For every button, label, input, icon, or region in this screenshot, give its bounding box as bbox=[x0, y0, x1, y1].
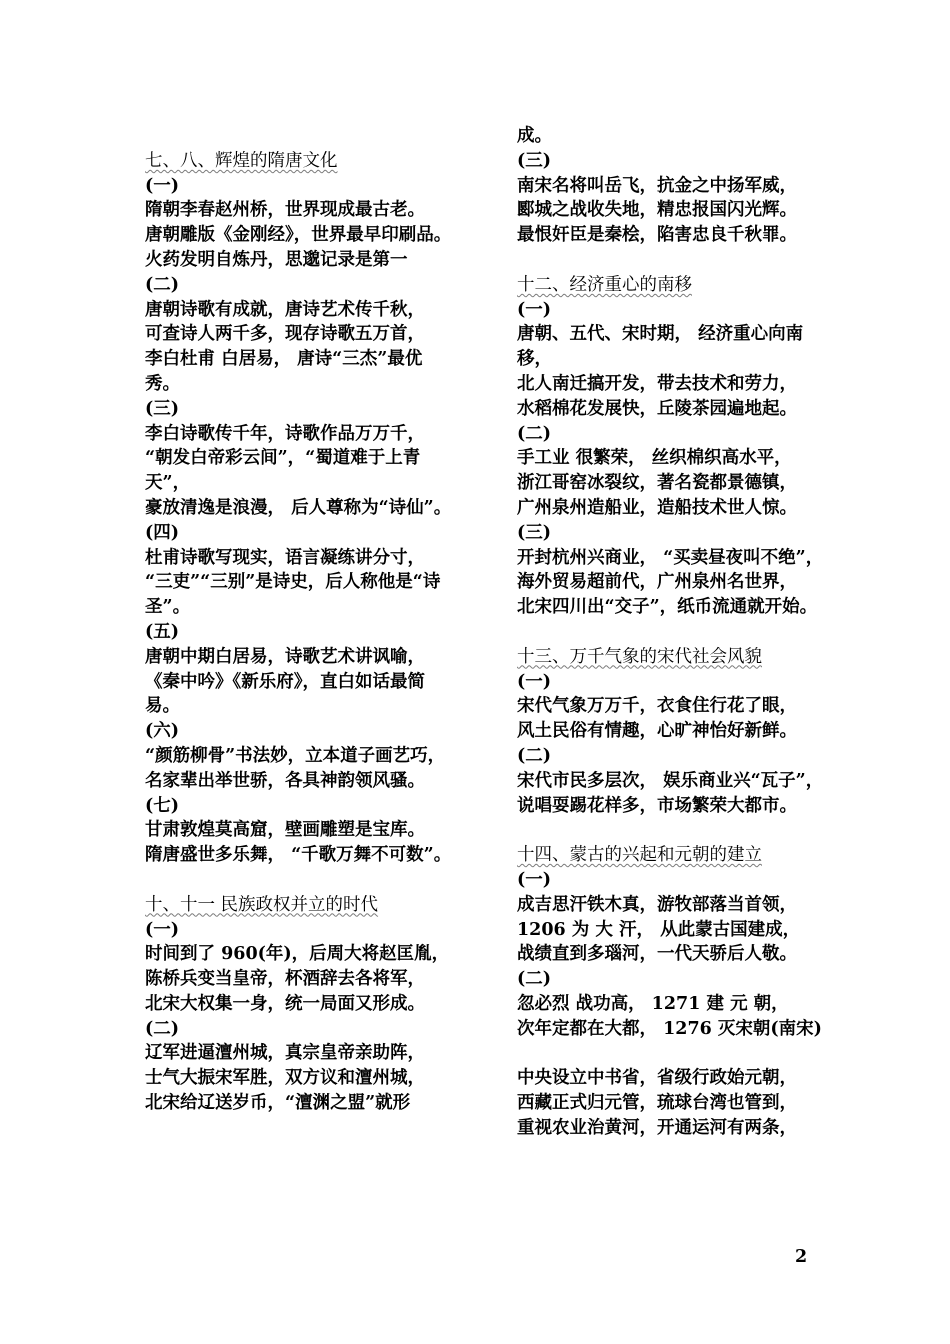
verse-line: 北宋四川出“交子”，纸币流通就开始。 bbox=[517, 597, 818, 618]
stanza-label: (六) bbox=[145, 721, 180, 742]
stanza-label: (七) bbox=[145, 795, 180, 816]
verse-line: 忽必烈 战功高， 1271 建 元 朝， bbox=[517, 993, 789, 1014]
verse-line: 北人南迁搞开发，带去技术和劳力， bbox=[517, 373, 797, 394]
verse-line: 中央设立中书省，省级行政始元朝， bbox=[517, 1068, 797, 1089]
verse-line: 唐朝雕版《金刚经》，世界最早印刷品。 bbox=[145, 225, 452, 246]
verse-line: “朝发白帝彩云间”，“蜀道难于上青天”， bbox=[145, 448, 421, 494]
verse-line: 最恨奸臣是秦桧，陷害忠良千秋罪。 bbox=[517, 225, 797, 246]
verse-line: 手工业 很繁荣， 丝织棉织高水平， bbox=[517, 448, 792, 469]
verse-line: 1206 为 大 汗， 从此蒙古国建成， bbox=[517, 919, 801, 940]
verse-line: 隋朝李春赵州桥，世界现成最古老。 bbox=[145, 200, 425, 221]
verse-line: 宋代市民多层次， 娱乐商业兴“瓦子”， bbox=[517, 770, 824, 791]
verse-line: 海外贸易超前代，广州泉州名世界， bbox=[517, 572, 797, 593]
verse-line: 唐朝、五代、宋时期， 经济重心向南移， bbox=[517, 324, 804, 370]
verse-line: 说唱耍踢花样多，市场繁荣大都市。 bbox=[517, 795, 797, 816]
verse-line: 浙江哥窑冰裂纹，著名瓷都景德镇， bbox=[517, 473, 797, 494]
section-heading: 十、十一 民族政权并立的时代 bbox=[145, 894, 379, 915]
stanza-label: (五) bbox=[145, 621, 180, 642]
left-column bbox=[145, 124, 457, 1116]
verse-line: 陈桥兵变当皇帝，杯酒辞去各将军， bbox=[145, 969, 425, 990]
verse-line: 《秦中吟》《新乐府》，直白如话最简易。 bbox=[145, 671, 425, 717]
verse-line: 次年定都在大都， 1276 灭宋朝(南宋) bbox=[517, 1018, 822, 1039]
verse-line: 战绩直到多瑙河，一代天骄后人敬。 bbox=[517, 944, 797, 965]
verse-line: 开封杭州兴商业， “买卖昼夜叫不绝”， bbox=[517, 547, 824, 568]
section-heading: 七、八、辉煌的隋唐文化 bbox=[145, 150, 338, 171]
stanza-label: (一) bbox=[145, 175, 180, 196]
verse-line: 北宋给辽送岁币，“澶渊之盟”就形 bbox=[145, 1093, 411, 1114]
stanza-label: (二) bbox=[145, 274, 180, 295]
verse-line: 甘肃敦煌莫高窟，壁画雕塑是宝库。 bbox=[145, 820, 425, 841]
section-heading: 十三、万千气象的宋代社会风貌 bbox=[517, 646, 762, 667]
page-number: 2 bbox=[795, 1247, 808, 1267]
verse-line: 西藏正式归元管，琉球台湾也管到， bbox=[517, 1093, 797, 1114]
verse-line: 豪放清逸是浪漫， 后人尊称为“诗仙”。 bbox=[145, 497, 452, 518]
stanza-label: (一) bbox=[145, 919, 180, 940]
verse-line: 隋唐盛世多乐舞， “千歌万舞不可数”。 bbox=[145, 845, 452, 866]
stanza-label: (三) bbox=[517, 522, 552, 543]
stanza-label: (一) bbox=[517, 299, 552, 320]
stanza-label: (二) bbox=[517, 969, 552, 990]
verse-line: 南宋名将叫岳飞，抗金之中扬军威， bbox=[517, 175, 797, 196]
verse-line: “颜筋柳骨”书法妙，立本道子画艺巧， bbox=[145, 745, 446, 766]
verse-line: 士气大振宋军胜，双方议和澶州城， bbox=[145, 1068, 425, 1089]
verse-line: 火药发明自炼丹，思邈记录是第一 bbox=[145, 249, 408, 270]
verse-line: 重视农业治黄河，开通运河有两条， bbox=[517, 1117, 797, 1138]
verse-line: 成吉思汗铁木真，游牧部落当首领， bbox=[517, 894, 797, 915]
stanza-label: (一) bbox=[517, 869, 552, 890]
verse-line: “三吏”“三别”是诗史，后人称他是“诗圣”。 bbox=[145, 572, 441, 618]
section-heading: 十四、蒙古的兴起和元朝的建立 bbox=[517, 845, 762, 866]
verse-line: 成。 bbox=[517, 126, 552, 146]
verse-line: 可查诗人两千多，现存诗歌五万首， bbox=[145, 324, 425, 345]
verse-line: 宋代气象万万千，衣食住行花了眼， bbox=[517, 696, 797, 717]
stanza-label: (二) bbox=[145, 1018, 180, 1039]
stanza-label: (二) bbox=[517, 423, 552, 444]
verse-line: 唐朝中期白居易，诗歌艺术讲讽喻， bbox=[145, 646, 425, 667]
verse-line: 辽军进逼澶州城，真宗皇帝亲助阵， bbox=[145, 1043, 425, 1064]
stanza-label: (三) bbox=[145, 398, 180, 419]
stanza-label: (四) bbox=[145, 522, 180, 543]
verse-line: 李白杜甫 白居易， 唐诗“三杰”最优秀。 bbox=[145, 349, 423, 394]
verse-line: 广州泉州造船业，造船技术世人惊。 bbox=[517, 497, 797, 518]
verse-line: 名家辈出举世骄，各具神韵领风骚。 bbox=[145, 770, 425, 791]
verse-line: 李白诗歌传千年，诗歌作品万万千， bbox=[145, 423, 425, 444]
verse-line: 风土民俗有情趣，心旷神怡好新鲜。 bbox=[517, 721, 797, 742]
right-column bbox=[517, 124, 829, 1141]
verse-line: 北宋大权集一身，统一局面又形成。 bbox=[145, 993, 425, 1014]
verse-line: 唐朝诗歌有成就，唐诗艺术传千秋， bbox=[145, 299, 425, 320]
stanza-label: (二) bbox=[517, 745, 552, 766]
verse-line: 郾城之战收失地，精忠报国闪光辉。 bbox=[517, 200, 797, 221]
section-heading: 十二、经济重心的南移 bbox=[517, 274, 692, 295]
verse-line: 时间到了 960(年)，后周大将赵匡胤， bbox=[145, 944, 450, 965]
verse-line: 杜甫诗歌写现实，语言凝练讲分寸， bbox=[145, 547, 425, 568]
stanza-label: (三) bbox=[517, 150, 552, 171]
stanza-label: (一) bbox=[517, 671, 552, 692]
verse-line: 水稻棉花发展快，丘陵茶园遍地起。 bbox=[517, 398, 797, 419]
